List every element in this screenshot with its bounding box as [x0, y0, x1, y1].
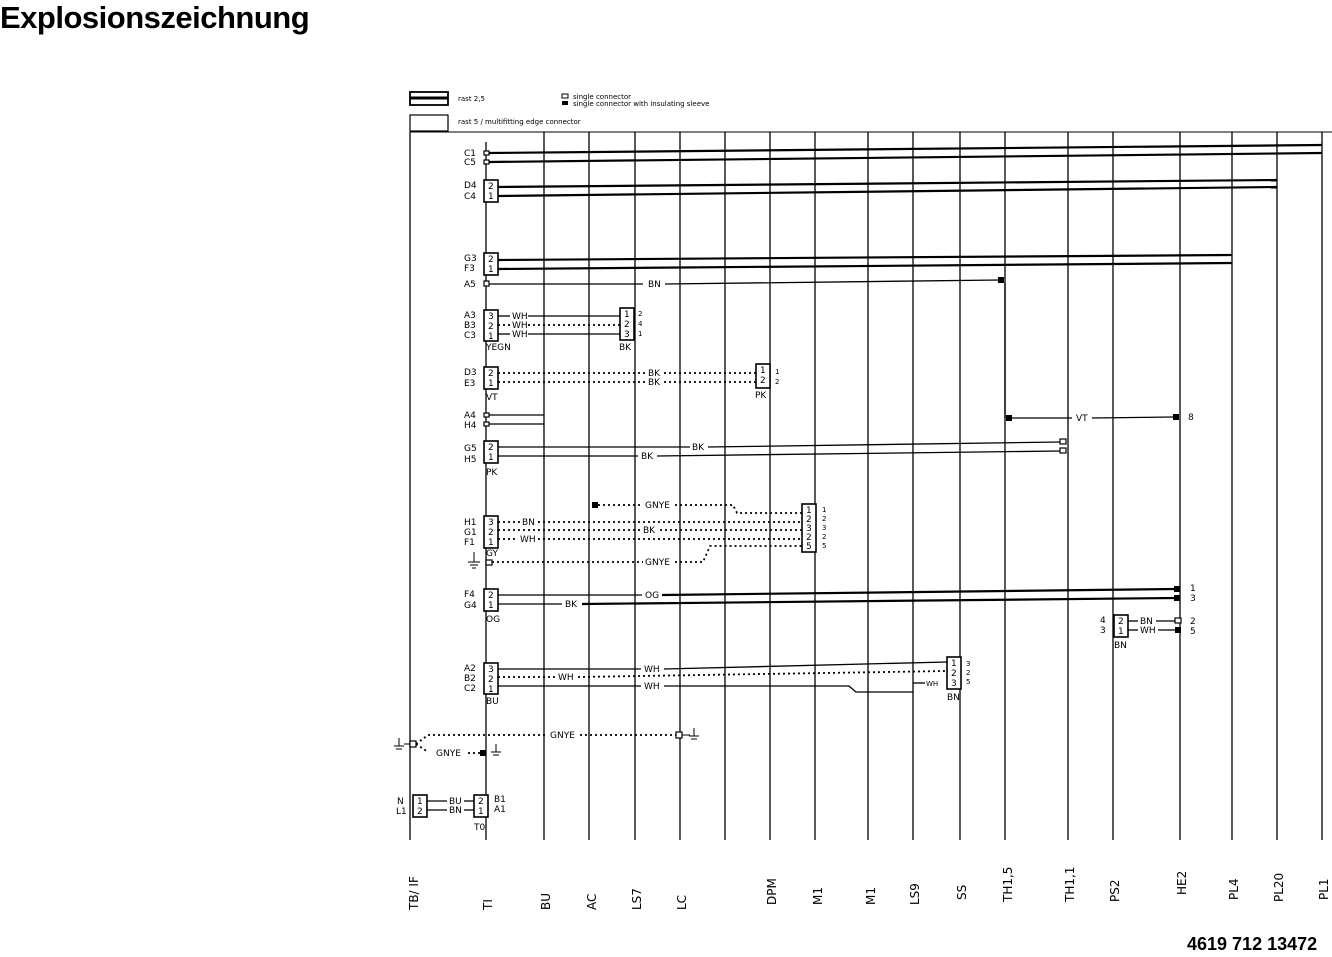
column-label: TH1,1	[1063, 866, 1077, 902]
page-title: Explosionszeichnung	[0, 0, 310, 35]
pin-label: B3	[464, 321, 476, 331]
svg-text:2: 2	[624, 320, 630, 330]
column-label: PL20	[1272, 872, 1286, 902]
connector-h1-g1-f1	[464, 501, 826, 568]
column-lines	[410, 132, 1322, 840]
connector-color: T0	[474, 823, 486, 833]
svg-text:2: 2	[488, 675, 494, 685]
svg-text:5: 5	[966, 678, 971, 686]
pin-label: 3	[1100, 626, 1106, 636]
column-label: LS7	[630, 888, 644, 910]
svg-text:1: 1	[488, 538, 494, 548]
svg-text:2: 2	[488, 528, 494, 538]
pin-label: D3	[464, 368, 477, 378]
column-label: LC	[675, 894, 689, 910]
svg-text:2: 2	[488, 591, 494, 601]
wire-color: BN	[522, 518, 535, 528]
pin-label: 3	[1190, 594, 1196, 604]
wire-color: WH	[644, 682, 660, 692]
connector-n-l1	[396, 795, 506, 833]
svg-text:4: 4	[638, 320, 643, 328]
svg-text:1: 1	[638, 330, 643, 338]
wire-a5	[464, 277, 1005, 418]
svg-text:5: 5	[822, 542, 827, 550]
wire-color: BK	[565, 600, 578, 610]
svg-text:2: 2	[638, 310, 643, 318]
svg-text:3: 3	[488, 518, 494, 528]
svg-text:1: 1	[488, 192, 494, 202]
column-label: PL4	[1227, 878, 1241, 900]
svg-text:1: 1	[488, 265, 494, 275]
wire-color: BK	[643, 526, 656, 536]
pin-label: L1	[396, 807, 407, 817]
svg-text:1: 1	[488, 685, 494, 695]
pin-label: A3	[464, 311, 476, 321]
pin-label: F4	[464, 590, 475, 600]
svg-text:2: 2	[822, 533, 827, 541]
legend	[410, 92, 1332, 132]
svg-text:1: 1	[488, 332, 494, 342]
wire-color: WH	[512, 312, 528, 322]
pin-label: G5	[464, 444, 477, 454]
pin-label: F3	[464, 264, 475, 274]
wire-color: BK	[692, 443, 705, 453]
connector-color: BN	[1114, 641, 1127, 651]
wire-color: VT	[1076, 414, 1088, 424]
svg-text:1: 1	[417, 797, 423, 807]
svg-text:2: 2	[806, 533, 812, 543]
pin-label: C2	[464, 684, 477, 694]
pin-label: 5	[1190, 627, 1196, 637]
connector-color: GY	[486, 549, 499, 559]
connector-color: PK	[486, 468, 498, 478]
pin-label: C5	[464, 158, 477, 168]
legend-single: single connector	[573, 93, 632, 101]
pin-label: 2	[1190, 617, 1196, 627]
pin-label: N	[397, 797, 404, 807]
svg-text:2: 2	[417, 807, 423, 817]
svg-text:2: 2	[488, 369, 494, 379]
pin-label: 8	[1188, 413, 1194, 423]
pin-label: C3	[464, 331, 477, 341]
connector-color: BN	[947, 693, 960, 703]
pin-label: C4	[464, 192, 477, 202]
svg-text:1: 1	[775, 368, 780, 376]
column-label: PS2	[1108, 879, 1122, 902]
pin-label: E3	[464, 379, 476, 389]
part-number: 4619 712 13472	[1187, 934, 1318, 954]
wire-color: BN	[449, 806, 462, 816]
pin-label: B2	[464, 674, 476, 684]
svg-text:2: 2	[488, 322, 494, 332]
column-label: TH1,5	[1001, 866, 1015, 902]
svg-text:2: 2	[1118, 617, 1124, 627]
wire-color: WH	[926, 680, 939, 688]
svg-text:2: 2	[488, 255, 494, 265]
pin-label: C1	[464, 149, 477, 159]
legend-single-sleeve: single connector with insulating sleeve	[573, 100, 710, 108]
connector-c1-c5	[464, 145, 1322, 168]
svg-text:3: 3	[822, 524, 827, 532]
svg-text:1: 1	[478, 807, 484, 817]
svg-text:1: 1	[951, 659, 957, 669]
wire-color: BN	[1140, 617, 1153, 627]
wire-color: GNYE	[436, 749, 461, 759]
wire-color: WH	[512, 321, 528, 331]
connector-f4-g4	[464, 584, 1196, 625]
svg-text:3: 3	[806, 524, 812, 534]
pin-label: B1	[494, 795, 506, 805]
svg-text:2: 2	[806, 515, 812, 525]
column-label: AC	[585, 893, 599, 910]
wire-color: BK	[641, 452, 654, 462]
svg-text:1: 1	[822, 506, 827, 514]
pin-label: 1	[1190, 584, 1196, 594]
connector-a3-b3-c3	[464, 308, 643, 353]
connector-color: PK	[755, 391, 767, 401]
column-label: TI	[481, 899, 495, 910]
connector-d4-c4	[464, 180, 1277, 202]
connector-color: VT	[486, 393, 498, 403]
svg-text:1: 1	[488, 379, 494, 389]
legend-rast5: rast 5 / multifitting edge connector	[458, 118, 581, 126]
wire-color: WH	[1140, 626, 1156, 636]
ground-wiring	[394, 728, 699, 759]
pin-label: A5	[464, 280, 476, 290]
wire-color: BU	[449, 797, 462, 807]
column-label: M1	[811, 887, 825, 905]
column-label: PL1	[1317, 878, 1331, 900]
svg-text:2: 2	[488, 443, 494, 453]
connector-a2-b2-c2	[464, 657, 970, 707]
connector-a4-h4	[464, 411, 544, 431]
legend-rast25: rast 2,5	[458, 95, 485, 103]
connector-ps2	[1100, 615, 1196, 651]
column-label: BU	[539, 892, 553, 910]
svg-text:2: 2	[966, 669, 971, 677]
wire-color: OG	[645, 591, 660, 601]
column-label: M1	[864, 887, 878, 905]
wire-color: WH	[512, 330, 528, 340]
pin-label: A2	[464, 664, 476, 674]
wire-color: WH	[644, 665, 660, 675]
svg-text:3: 3	[966, 660, 971, 668]
connector-color: BK	[619, 343, 632, 353]
connector-d3-e3	[464, 364, 779, 403]
wire-color: GNYE	[645, 558, 670, 568]
wire-color: GNYE	[645, 501, 670, 511]
column-labels	[407, 867, 1331, 911]
pin-label: H4	[464, 421, 477, 431]
svg-text:2: 2	[951, 669, 957, 679]
pin-label: A4	[464, 411, 476, 421]
connector-color: OG	[486, 615, 501, 625]
svg-text:3: 3	[488, 312, 494, 322]
svg-text:2: 2	[478, 797, 484, 807]
column-label: LS9	[908, 883, 922, 905]
svg-text:1: 1	[624, 310, 630, 320]
pin-label: H5	[464, 455, 477, 465]
column-label: HE2	[1175, 870, 1189, 895]
svg-text:2: 2	[760, 376, 766, 386]
wire-vt	[1006, 413, 1194, 424]
pin-label: G4	[464, 601, 477, 611]
svg-text:3: 3	[951, 679, 957, 689]
connector-color: BU	[486, 697, 499, 707]
pin-label: G3	[464, 254, 477, 264]
pin-label: 4	[1100, 616, 1106, 626]
svg-text:5: 5	[806, 542, 812, 552]
column-label: TB/ IF	[407, 876, 421, 910]
column-label: DPM	[765, 878, 779, 905]
svg-text:3: 3	[488, 665, 494, 675]
pin-label: F1	[464, 538, 475, 548]
connector-color: YEGN	[486, 343, 511, 353]
svg-text:1: 1	[488, 601, 494, 611]
svg-text:2: 2	[488, 182, 494, 192]
svg-text:1: 1	[806, 506, 812, 516]
pin-label: A1	[494, 805, 506, 815]
pin-label: H1	[464, 518, 477, 528]
pin-label: G1	[464, 528, 477, 538]
wire-color: BN	[648, 280, 661, 290]
svg-text:1: 1	[488, 453, 494, 463]
wire-color: GNYE	[550, 731, 575, 741]
wire-color: BK	[648, 369, 661, 379]
svg-text:3: 3	[624, 330, 630, 340]
connector-g3-f3	[464, 253, 1232, 275]
column-label: SS	[955, 884, 969, 900]
wire-color: WH	[520, 535, 536, 545]
wire-color: WH	[558, 673, 574, 683]
svg-text:1: 1	[1118, 627, 1124, 637]
svg-text:2: 2	[822, 515, 827, 523]
connector-g5-h5	[464, 439, 1066, 478]
wire-color: BK	[648, 378, 661, 388]
svg-text:2: 2	[775, 378, 780, 386]
svg-text:1: 1	[760, 366, 766, 376]
pin-label: D4	[464, 181, 477, 191]
